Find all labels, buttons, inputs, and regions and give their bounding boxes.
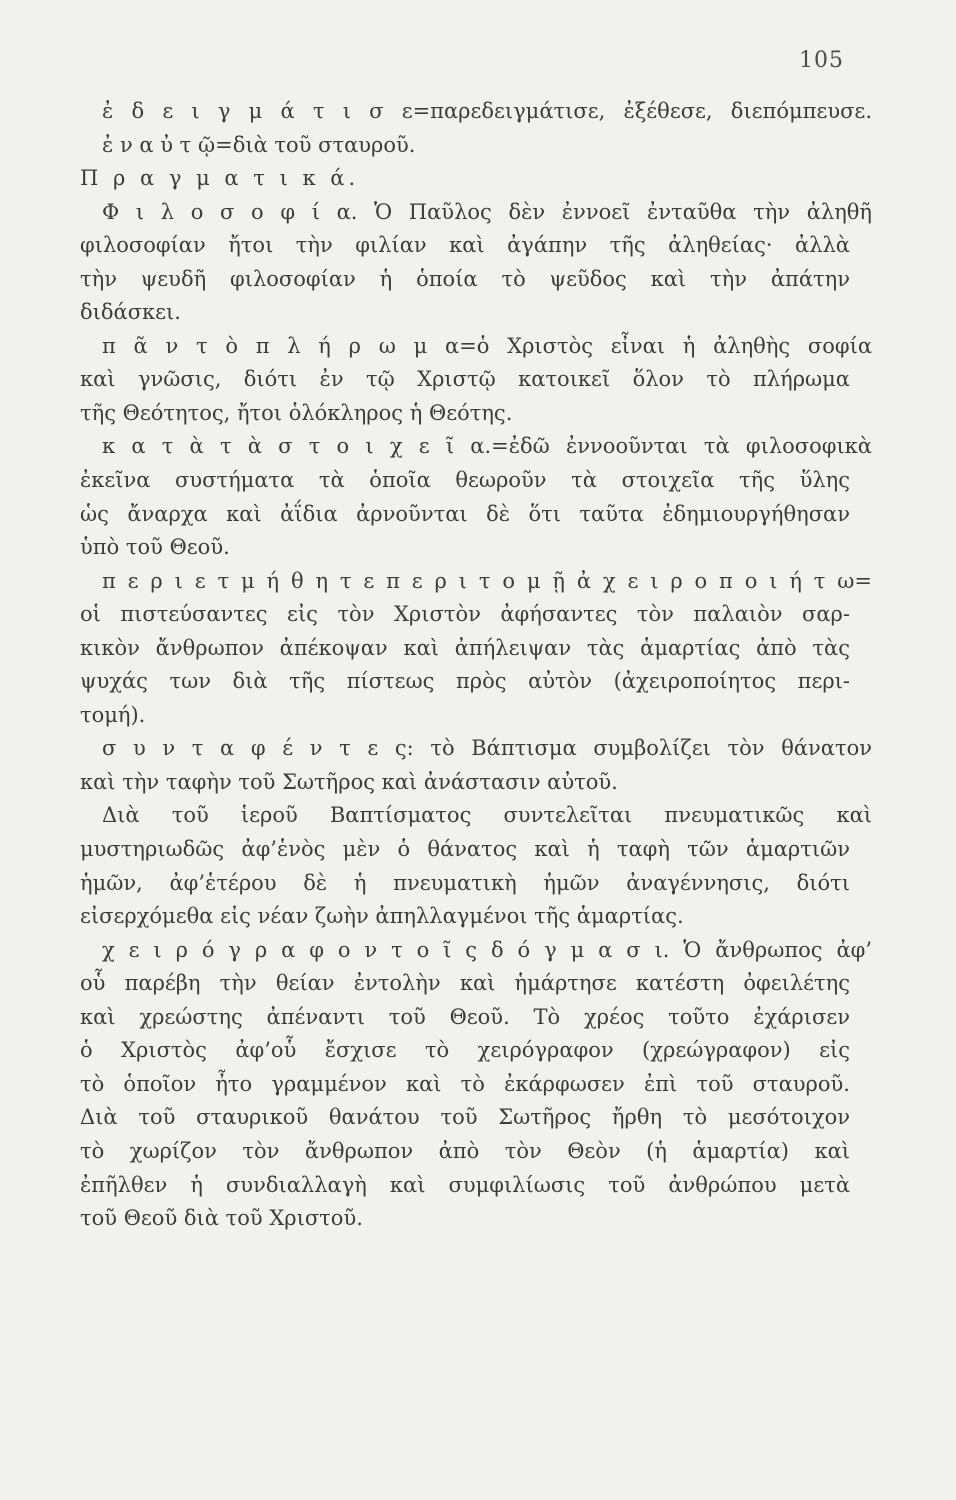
text-line: ἐπῆλθεν ἡ συνδιαλλαγὴ καὶ συμφιλίωσις τοῦ ἀνθρώπου μετὰ <box>80 1172 850 1197</box>
text-line: Φ ι λ ο σ ο φ ί α. Ὁ Παῦλος δὲν ἐννοεῖ ἐνταῦθα τὴν ἀληθῆ <box>102 199 872 224</box>
text-line: π ε ρ ι ε τ μ ή θ η τ ε π ε ρ ι τ ο μ ῇ ἀ χ ε ι ρ ο π ο ι ή τ ω= <box>102 568 872 593</box>
page-number: 105 <box>799 48 844 73</box>
text-line: οὗ παρέβη τὴν θείαν ἐντολὴν καὶ ἡμάρτησε κατέστη ὀφειλέτης <box>80 971 850 996</box>
text-line: καὶ γνῶσις, διότι ἐν τῷ Χριστῷ κατοικεῖ ὅλον τὸ πλήρωμα <box>80 367 850 392</box>
text-line: κικὸν ἄνθρωπον ἀπέκοψαν καὶ ἀπήλειψαν τὰς ἁμαρτίας ἀπὸ τὰς <box>80 635 850 660</box>
text-line: οἱ πιστεύσαντες εἰς τὸν Χριστὸν ἀφήσαντες τὸν παλαιὸν σαρ- <box>80 602 850 627</box>
text-line: καὶ τὴν ταφὴν τοῦ Σωτῆρος καὶ ἀνάστασιν αὐτοῦ. <box>80 769 618 794</box>
text-line: μυστηριωδῶς ἀφ’ἑνὸς μὲν ὁ θάνατος καὶ ἡ ταφὴ τῶν ἁμαρτιῶν <box>80 837 850 862</box>
text-line: ἡμῶν, ἀφ’ἑτέρου δὲ ἡ πνευματικὴ ἡμῶν ἀναγέννησις, διότι <box>80 870 850 895</box>
text-line: κ α τ ὰ τ ὰ σ τ ο ι χ ε ῖ α.=ἐδῶ ἐννοοῦνται τὰ φιλοσοφικὰ <box>102 434 872 459</box>
text-line: ψυχάς των διὰ τῆς πίστεως πρὸς αὐτὸν (ἀχειροποίητος περι- <box>80 669 850 694</box>
text-line: διδάσκει. <box>80 300 181 325</box>
text-line: τοῦ Θεοῦ διὰ τοῦ Χριστοῦ. <box>80 1206 363 1231</box>
text-line: ἐκεῖνα συστήματα τὰ ὁποῖα θεωροῦν τὰ στοιχεῖα τῆς ὕλης <box>80 468 850 493</box>
text-line: τὸ χωρίζον τὸν ἄνθρωπον ἀπὸ τὸν Θεὸν (ἡ ἁμαρτία) καὶ <box>80 1138 850 1163</box>
text-line: τῆς Θεότητος, ἤτοι ὁλόκληρος ἡ Θεότης. <box>80 400 513 425</box>
text-line: Διὰ τοῦ σταυρικοῦ θανάτου τοῦ Σωτῆρος ἤρθη τὸ μεσότοιχον <box>80 1105 850 1130</box>
text-line: ἐ δ ε ι γ μ ά τ ι σ ε=παρεδειγμάτισε, ἐξέθεσε, διεπόμπευσε. <box>102 99 872 123</box>
text-line: ἐ ν α ὐ τ ῷ=διὰ τοῦ σταυροῦ. <box>102 132 416 157</box>
text-line: ὁ Χριστὸς ἀφ’οὗ ἔσχισε τὸ χειρόγραφον (χρεώγραφον) εἰς <box>80 1038 850 1063</box>
text-line: χ ε ι ρ ό γ ρ α φ ο ν τ ο ῖ ς δ ό γ μ α σ ι. Ὁ ἄνθρωπος ἀφ’ <box>102 937 872 962</box>
text-line: καὶ χρεώστης ἀπέναντι τοῦ Θεοῦ. Τὸ χρέος τοῦτο ἐχάρισεν <box>80 1004 850 1029</box>
text-line: τομή). <box>80 702 146 727</box>
text-line: ὡς ἄναρχα καὶ ἀΐδια ἀρνοῦνται δὲ ὅτι ταῦτα ἐδημιουργήθησαν <box>80 501 850 526</box>
text-line: φιλοσοφίαν ἤτοι τὴν φιλίαν καὶ ἀγάπην τῆς ἀληθείας· ἀλλὰ <box>80 233 850 258</box>
text-line: τὴν ψευδῆ φιλοσοφίαν ἡ ὁποία τὸ ψεῦδος καὶ τὴν ἀπάτην <box>80 266 850 291</box>
text-line: εἰσερχόμεθα εἰς νέαν ζωὴν ἀπηλλαγμένοι τῆς ἁμαρτίας. <box>80 904 684 929</box>
text-line: τὸ ὁποῖον ἦτο γραμμένον καὶ τὸ ἐκάρφωσεν ἐπὶ τοῦ σταυροῦ. <box>80 1071 850 1096</box>
text-line: Π ρ α γ μ α τ ι κ ά. <box>80 166 360 191</box>
text-line: Διὰ τοῦ ἱεροῦ Βαπτίσματος συντελεῖται πνευματικῶς καὶ <box>102 803 872 828</box>
text-line: ὑπὸ τοῦ Θεοῦ. <box>80 535 230 560</box>
text-line: σ υ ν τ α φ έ ν τ ε ς: τὸ Βάπτισμα συμβολίζει τὸν θάνατον <box>102 736 872 761</box>
page-body-text <box>80 95 872 1236</box>
text-line: π ᾶ ν τ ὸ π λ ή ρ ω μ α=ὁ Χριστὸς εἶναι ἡ ἀληθὴς σοφία <box>102 333 872 358</box>
